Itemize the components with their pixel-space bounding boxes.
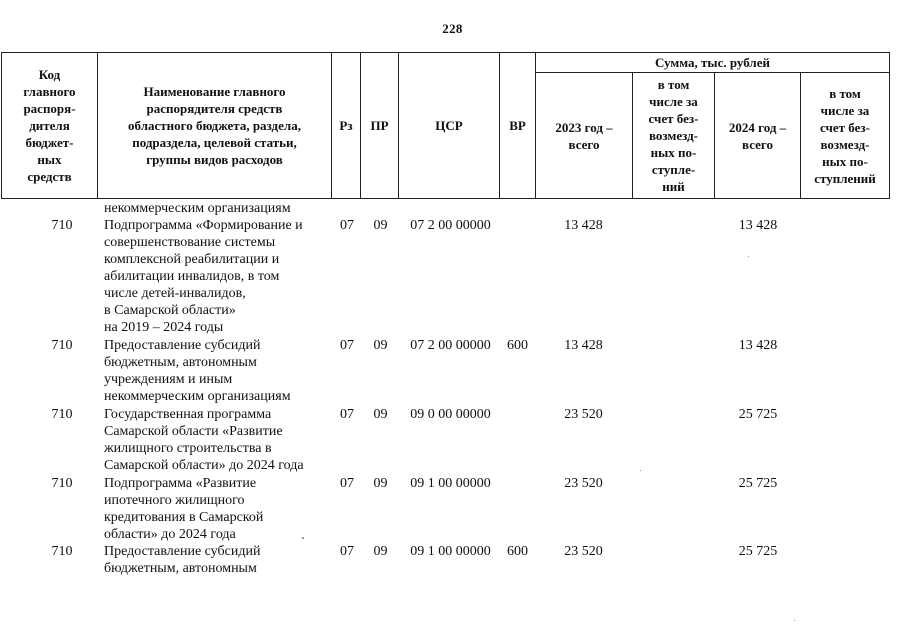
header-csr: ЦСР [435, 118, 463, 133]
table-row-sum-2024: 25 725 [738, 407, 778, 422]
table-row-vr: 600 [507, 544, 528, 559]
header-rz: Рз [339, 118, 353, 133]
scan-speck [640, 470, 641, 471]
table-row-rz: 07 [340, 407, 354, 422]
table-row-sum-2023: 23 520 [564, 544, 603, 559]
table-row-vr: 600 [507, 338, 528, 353]
table-row-sum-2023: 13 428 [564, 338, 603, 353]
scan-speck [748, 256, 749, 257]
header-2023-gratuitous: в том числе за счет без- возмезд- ных по- ступле- ний [648, 77, 699, 194]
scan-speck [794, 620, 795, 621]
table-row-rz: 07 [340, 338, 354, 353]
table-row-rz: 07 [340, 476, 354, 491]
table-row-name: Подпрограмма «Развитие ипотечного жилищного кредитования в Самарской области» до 2024 года [104, 476, 264, 542]
table-row-code: 710 [51, 218, 73, 233]
table-row-rz: 07 [340, 544, 354, 559]
table-row-sum-2024: 13 428 [738, 338, 778, 353]
table-row-name: некоммерческим организациям [104, 201, 291, 216]
table-row-sum-2024: 13 428 [738, 218, 778, 233]
table-row-sum-2023: 23 520 [564, 407, 603, 422]
table-row-pr: 09 [373, 218, 388, 233]
table-row-rz: 07 [340, 218, 354, 233]
table-row-csr: 09 1 00 00000 [410, 544, 491, 559]
table-row-csr: 07 2 00 00000 [410, 338, 491, 353]
table-row-csr: 09 0 00 00000 [410, 407, 491, 422]
header-pr: ПР [370, 118, 389, 133]
header-2024-gratuitous: в том числе за счет без- возмезд- ных по- ступлений [814, 85, 876, 186]
table-row-pr: 09 [373, 338, 388, 353]
table-row-sum-2024: 25 725 [738, 544, 778, 559]
table-row-pr: 09 [373, 544, 388, 559]
table-row-csr: 09 1 00 00000 [410, 476, 491, 491]
table-row-code: 710 [51, 544, 73, 559]
header-vr: ВР [509, 118, 526, 133]
header-sum: Сумма, тыс. рублей [655, 55, 770, 70]
table-row-sum-2023: 23 520 [564, 476, 603, 491]
table-row-csr: 07 2 00 00000 [410, 218, 491, 233]
table-row-code: 710 [51, 476, 73, 491]
table-row-sum-2023: 13 428 [564, 218, 603, 233]
table-row-pr: 09 [373, 407, 388, 422]
header-2023-total: 2023 год – всего [555, 119, 613, 152]
table-row-name: Предоставление субсидий бюджетным, автономным учреждениям и иным некоммерческим организациям [104, 338, 291, 404]
table-row-name: Предоставление субсидий бюджетным, автономным [104, 544, 261, 576]
table-row-name: Государственная программа Самарской области «Развитие жилищного строительства в Самарской области» до 2024 года [104, 407, 304, 473]
scan-speck [302, 537, 304, 539]
table-row-name: Подпрограмма «Формирование и совершенствование системы комплексной реабилитации и абилитации инвалидов, в том числе детей-инвалидов, в Самарской области» на 2019 – 2024 годы [104, 218, 303, 335]
page-number: 228 [442, 21, 463, 36]
table-row-code: 710 [51, 407, 73, 422]
header-bottom-border [1, 198, 889, 199]
header-2024-total: 2024 год – всего [728, 119, 787, 152]
header-name: Наименование главного распорядителя средств областного бюджета, раздела, подраздела, целевой статьи, группы видов расходов [128, 84, 301, 167]
column-divider [889, 52, 890, 199]
table-row-pr: 09 [373, 476, 388, 491]
header-code: Код главного распоря- дителя бюджет- ных средств [23, 67, 76, 184]
table-row-code: 710 [51, 338, 73, 353]
table-row-sum-2024: 25 725 [738, 476, 778, 491]
table-header [0, 52, 905, 200]
